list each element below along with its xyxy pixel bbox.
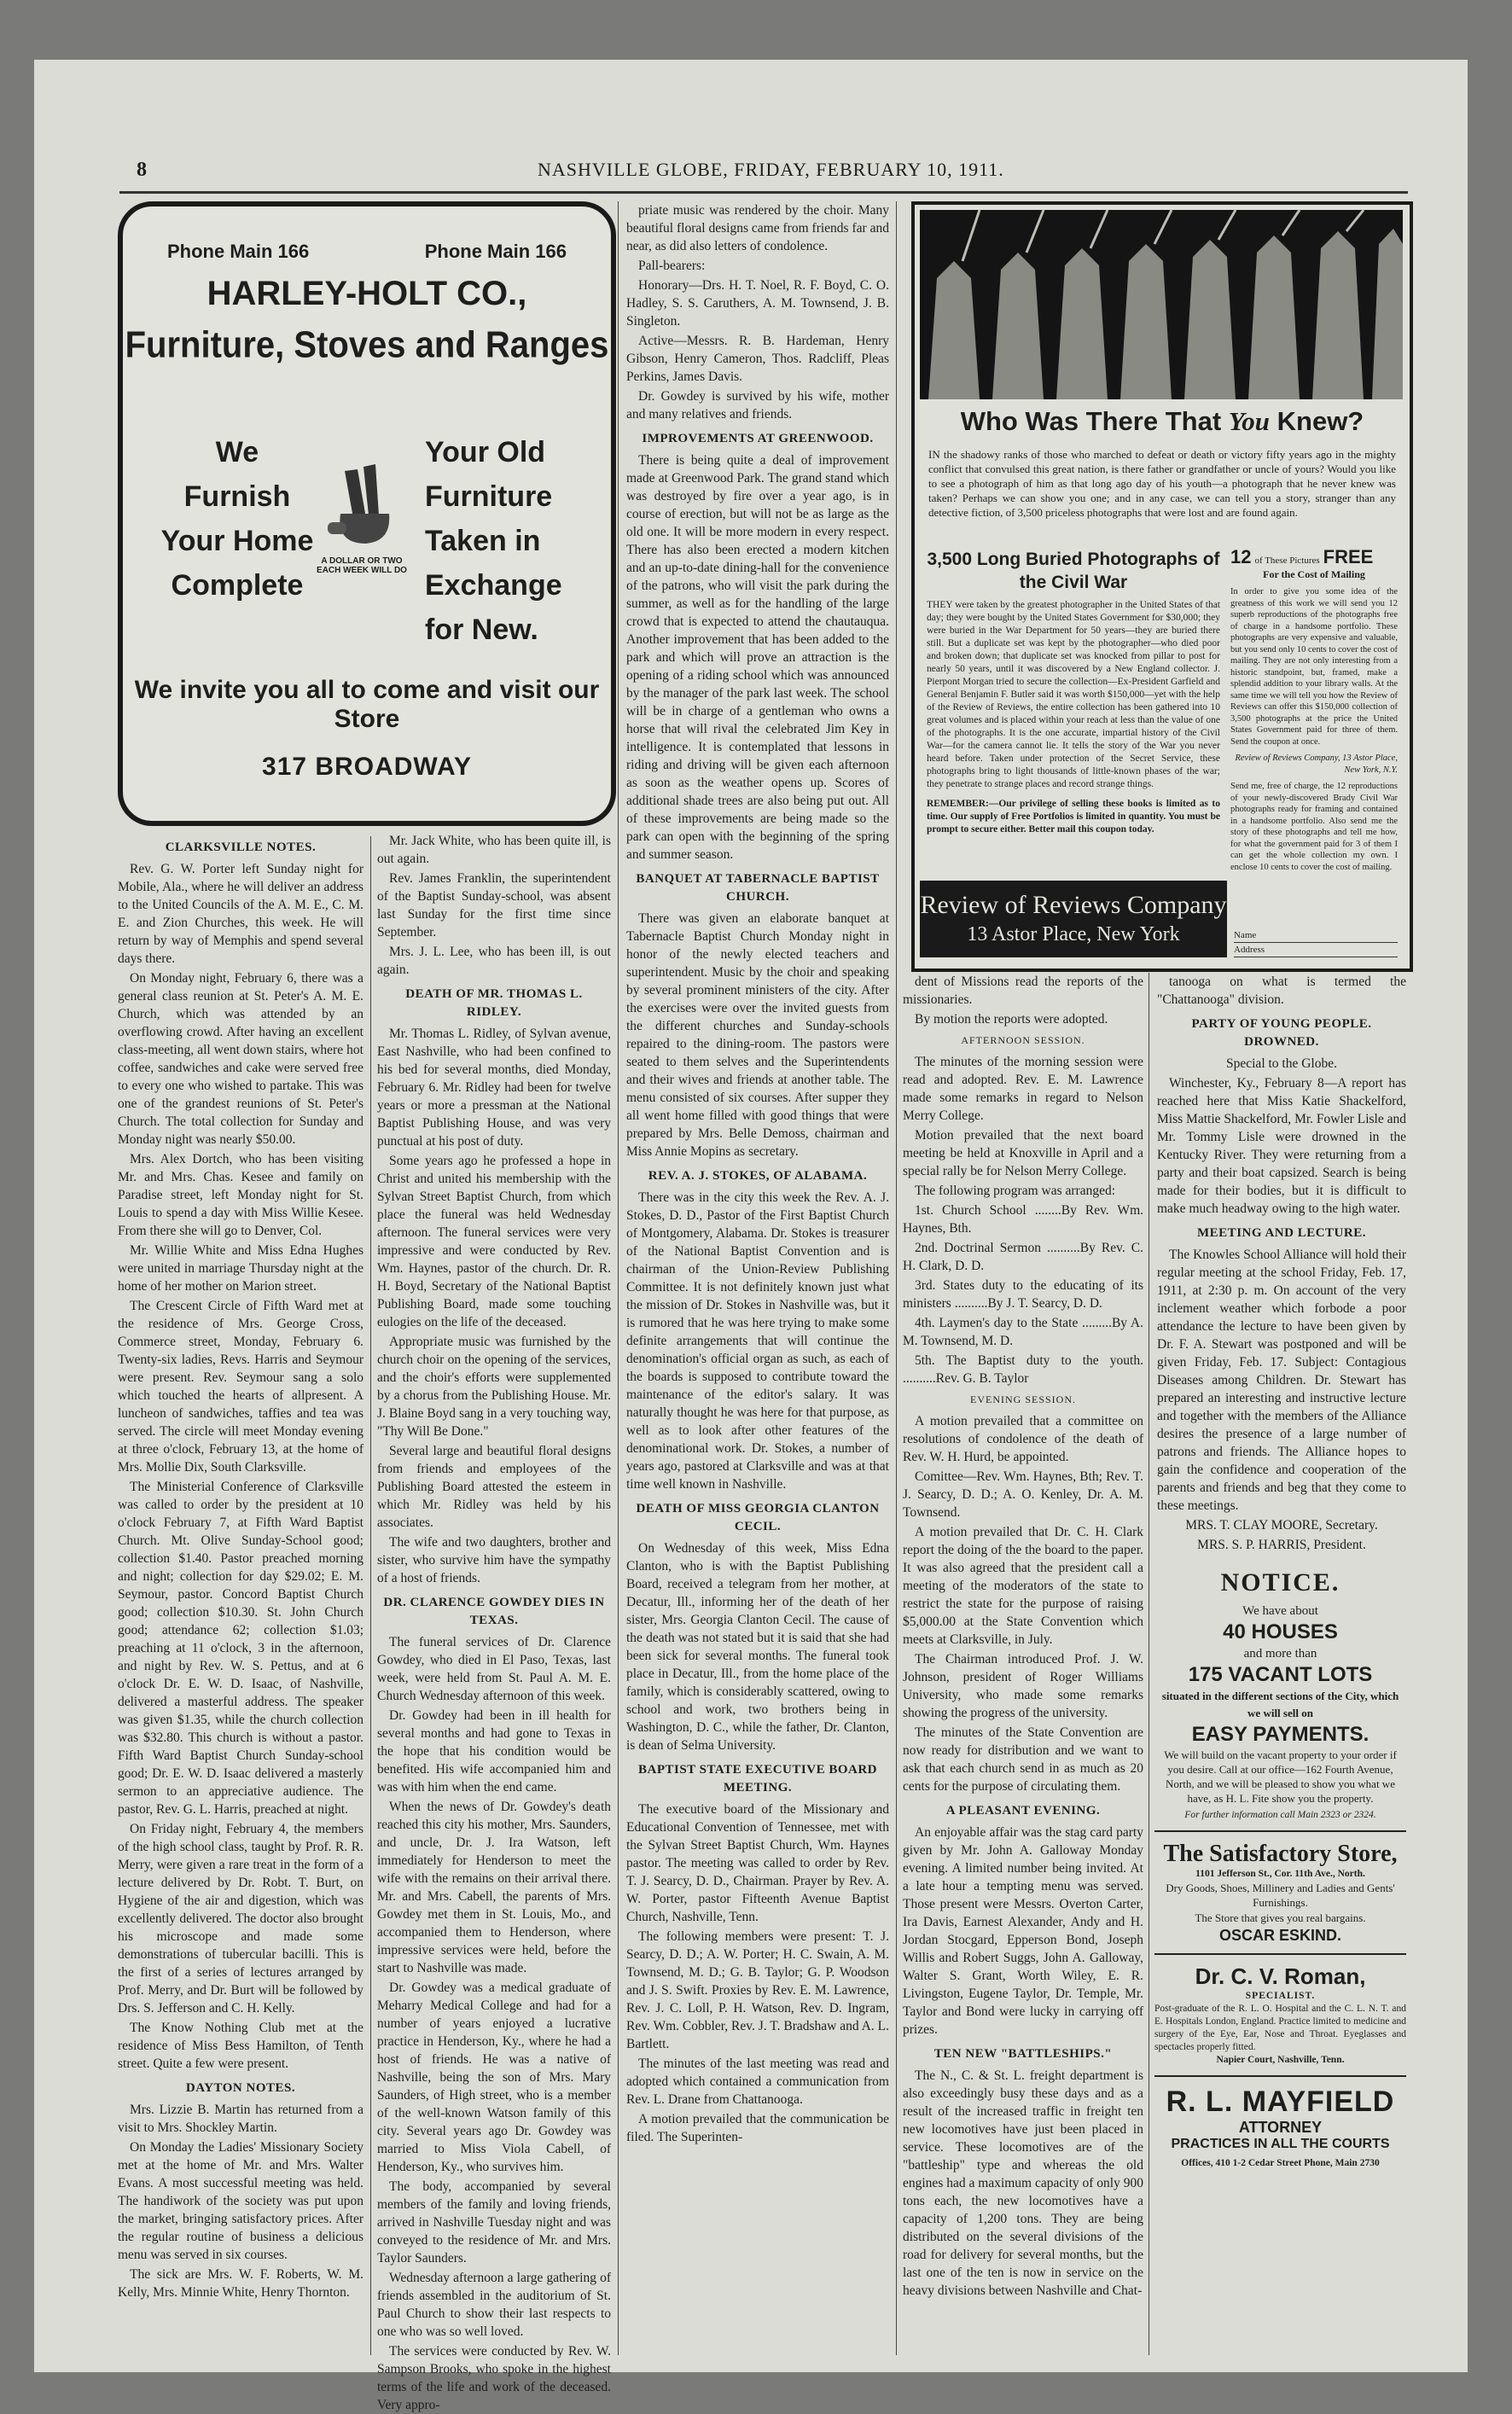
attorney-practice: PRACTICES IN ALL THE COURTS (1171, 2137, 1390, 2151)
column-rule (370, 836, 371, 2355)
article-heading: REV. A. J. STOKES, OF ALABAMA. (648, 1169, 868, 1183)
session-label: AFTERNOON SESSION. (961, 1034, 1085, 1046)
article-paragraph: The services were conducted by Rev. W. Sampson Brooks, who spoke in the highest terms of the life and work of the deceased. Very appro- (377, 2344, 611, 2412)
notice-line: We have about (1242, 1604, 1318, 1618)
article-paragraph: A motion prevailed that Dr. C. H. Clark report the doing of the the board to the paper. It was also agreed that the president call a meeting of the moderators of the state to restrict the state for the purpose of raising $5,000.00 at the State Convention which meets at Clarksville, in July. (903, 1525, 1143, 1647)
newspaper-title: NASHVILLE GLOBE, FRIDAY, FEBRUARY 10, 1911. (538, 159, 1004, 180)
ad-footer (920, 881, 1227, 957)
article-heading: PARTY OF YOUNG PEOPLE. DROWNED. (1191, 1017, 1372, 1049)
article-paragraph: An enjoyable affair was the stag card party given by Mr. John A. Galloway Monday evening. A limited number being invited. At a late hour a tempting menu was served. Those present were Messrs. Overton Carter, Ira Davis, Earnest Alexander, Andy and H. Jordan Stocgard, Epperson Bond, Joseph Willis and Robert Suggs, John A. Galloway, Walter S. Grant, Worth Wiley, E. R. Livingston, Eugene Taylor, Dr. Temple, Mr. Taylor and Bond were lucky in carrying off prizes. (903, 1825, 1143, 2037)
article-paragraph: Several large and beautiful floral designs from friends and employees of the Publishing Board attested the esteem in which Mr. Ridley was held by his associates. (377, 1444, 611, 1530)
article-paragraph: Dr. Gowdey is survived by his wife, mother and many relatives and friends. (626, 389, 889, 422)
article-paragraph: Dr. Gowdey was a medical graduate of Meharry Medical College and had for a number of years enjoyed a lucrative practice in Henderson, Ky., where he had a host of friends. He was a native of Nashville, being the son of Mrs. Mary Saunders, of High street, who is a member of the well-known Watson family of this city. Several years ago Dr. Gowdey was married to Miss Viola Cabell, of Henderson, Ky., who survives him. (377, 1981, 611, 2174)
article-heading: CLARKSVILLE NOTES. (165, 841, 317, 854)
article-paragraph: On Friday night, February 4, the members of the high school class, taught by Prof. R. R. Merry, were given a rare treat in the form of a lecture delivered by Dr. Robt. T. Burt, on Hygiene of the air and digestion, which was excellently delivered. The doctor also brought his microscope and made some demonstrations of tubercular bacilli. This is the first of a series of lectures arranged by Prof. Merry, and Dr. Burt will be followed by Drs. S. Jefferson and C. H. Kelly. (118, 1822, 363, 2016)
review-of-reviews-ad (911, 201, 1413, 972)
free-of-these: of These Pictures (1254, 556, 1320, 566)
column-5 (1157, 973, 1406, 1562)
page-number: 8 (137, 159, 147, 181)
article-paragraph: Pall-bearers: (638, 259, 706, 273)
article-paragraph: By motion the reports were adopted. (915, 1012, 1108, 1027)
article-paragraph: On Monday night, February 6, there was a general class reunion at St. Peter's A. M. E. Church, which was attended by an overflowing crowd. After having an excellent class-meeting, all went down stairs, where hot coffee, sandwiches and cake were served free to every one who wished to partake. This was one of the grandest reunions of St. Peter's Church. The total collection for Sunday and Monday night was nearly $50.00. (118, 971, 363, 1147)
store-name: The Satisfactory Store, (1163, 1841, 1398, 1867)
coupon-to: Review of Reviews Company, 13 Astor Place, New York, N.Y. (1235, 753, 1398, 775)
column-2 (377, 832, 611, 2412)
column-rule (896, 201, 897, 2355)
masthead-rule (119, 191, 1408, 194)
article-paragraph: The Chairman introduced Prof. J. W. Johnson, president of Roger Williams University, who made some remarks showing the progress of the university. (903, 1652, 1143, 1720)
session-label: EVENING SESSION. (970, 1393, 1076, 1405)
article-paragraph: tanooga on what is termed the "Chattanooga" division. (1157, 974, 1406, 1007)
ad-left-text: We Furnish Your Home Complete (160, 436, 314, 602)
notice-line: situated in the different sections of the City, which we will sell on (1161, 1690, 1399, 1719)
article-paragraph: Rev. G. W. Porter left Sunday night for Mobile, Ala., where he will deliver an address to the United Councils of the A. M. E., C. M. E. and Zion Churches, this week. He will return by way of Memphis and spend several days there. (118, 862, 363, 966)
doctor-credentials: Post-graduate of the R. L. O. Hospital and the C. L. N. T. and E. Hospitals London, England. Practice limited to medicine and surgery of the Eye, Ear, Nose and Throat. Eyeglasses and spectacles properly fitted. (1154, 2004, 1406, 2052)
article-heading: DR. CLARENCE GOWDEY DIES IN TEXAS. (383, 1596, 605, 1627)
ad-intro: IN the shadowy ranks of those who marched to defeat or death or victory fifty years ago in the mighty conflict that convulsed this great nation, is there father or grandfather or uncle of yours? Would you like to see a photograph of him as that long ago day of his youth—a photograph that he never knew was taken? Perhaps we can show you one; and in any case, we can tell you a story, stranger than any detective fiction, of 3,500 priceless photographs that were lost and are found again. (928, 448, 1396, 519)
coupon-form (1234, 928, 1398, 957)
article-paragraph: The Ministerial Conference of Clarksville was called to order by the president at 10 o'clock February 7, at Fifth Ward Baptist Church. Mt. Olive Sunday-School good; collection $1.40. Pastor preached morning and night; collection for day $29.02; E. M. Seymour, pastor. Concord Baptist Church good; collection $10.30. St. John Church good; attendance 62; collection $1.03; preaching at 11 o'clock, 3 in the afternoon, and night by Rev. W. S. Pettus, and at 6 o'clock Dr. E. W. D. Isaac, of Nashville, delivered a masterful address. The speaker was given $1.35, while the church collection was $32.80. This church is without a pastor. Fifth Ward Baptist Church Sunday-school good; Dr. E. W. D. Isaac delivered a masterly sermon to an appreciative audience. The pastor, Rev. G. L. Harris, preached at night. (118, 1480, 363, 1817)
ad-divider (1154, 2075, 1406, 2077)
article-paragraph: On Monday the Ladies' Missionary Society met at the home of Mr. and Mrs. Walter Evans. A most successful meeting was held. The handiwork of the society was put upon the market, bringing satisfactory prices. After the regular routine of business a delicious menu was served in six courses. (118, 2140, 363, 2262)
coupon-text: Send me, free of charge, the 12 reproductions of your newly-discovered Brady Civil War photographs ready for framing and contained in a handsome portfolio. Also send me the story of these photographs and tell me how, for what the government paid for 3 of them I can get the whole collection my own. I enclose 10 cents to cover the cost of mailing. (1230, 782, 1398, 872)
article-paragraph: Mrs. Lizzie B. Martin has returned from a visit to Mrs. Shockley Martin. (118, 2103, 363, 2135)
article-heading: DAYTON NOTES. (185, 2081, 296, 2095)
column-3 (626, 201, 889, 2360)
article-paragraph: A motion prevailed that the communication be filed. The Superinten- (626, 2112, 889, 2144)
article-paragraph: The body, accompanied by several members of the family and loving friends, arrived in Nashville Tuesday night and was conveyed to the residence of Mr. and Mrs. Taylor Saunders. (377, 2179, 611, 2266)
article-dateline: Special to the Globe. (1226, 1056, 1337, 1071)
footer-company: Review of Reviews Company (920, 891, 1227, 919)
article-paragraph: Mr. Thomas L. Ridley, of Sylvan avenue, East Nashville, who had been confined to his bed for several months, died Monday, February 6. Mr. Ridley had been for twelve years or more a pressman at the National Baptist Publishing House, and was very punctual at his post of duty. (377, 1027, 611, 1149)
article-paragraph: Wednesday afternoon a large gathering of friends assembled in the auditorium of St. Paul Church to show their last respects to one who was so well loved. (377, 2271, 611, 2339)
article-paragraph: dent of Missions read the reports of the missionaries. (903, 974, 1143, 1007)
article-paragraph: There is being quite a deal of improvement made at Greenwood Park. The grand stand which was destroyed by fire over a year ago, is in course of erection, but will not be as large as the old one. It will be more modern in every respect. There has also been erected a modern kitchen and an up-to-date dining-hall for the convenience of the patrons, who will visit the park during the summer, as well as for the handling of the large crowd that is expected to attend the chautauqua. Another improvement that has been added to the park and which will prove an attraction is the opening of a riding school which was announced by the manager of the park last week. The school will be in charge of a gentleman who owns a horse that will rival the celebrated Jim Key in intelligence. It is contemplated that lessons in riding and driving will be given each afternoon as soon as the weather opens up. Scores of additional shade trees are also being put out. All of these improvements are being made so the park can open with the beginning of the spring and summer season. (626, 453, 889, 862)
ad-divider (1154, 1953, 1406, 1955)
soldiers-silhouette-icon (920, 210, 1403, 399)
headline-part-b: Knew? (1270, 406, 1364, 436)
harley-holt-ad (118, 201, 616, 826)
ad-body (927, 599, 1220, 836)
form-name-field[interactable]: Name (1234, 928, 1398, 943)
article-paragraph: Mrs. J. L. Lee, who has been ill, is out again. (377, 945, 611, 977)
program-item: 1st. Church School ........By Rev. Wm. Haynes, Bth. (903, 1203, 1143, 1236)
classified-ads (1154, 1568, 1406, 2170)
attorney-office: Offices, 410 1-2 Cedar Street Phone, Main 2730 (1181, 2158, 1380, 2168)
notice-heading: NOTICE. (1220, 1568, 1340, 1597)
headline-part-a: Who Was There That (960, 406, 1229, 436)
article-paragraph: When the news of Dr. Gowdey's death reached this city his mother, Mrs. Saunders, and uncle, Dr. J. Ira Watson, left immediately for Henderson to meet the wife with the remains on their arrival there. Mr. and Mrs. Cabell, the parents of Mrs. Gowdey met them in St. Louis, Mo., and accompanied them to Henderson, where impressive services were held, before the start to Nashville was made. (377, 1800, 611, 1975)
article-paragraph: On Wednesday of this week, Miss Edna Clanton, who is with the Baptist Publishing Board, received a telegram from her mother, at Decatur, Ill., informing her of the death of her sister, Mrs. Georgia Clanton Cecil. The cause of the death was not stated but it is said that she had been sick for several months. The funeral took place in Decatur, Ill., from the home place of the family, which is considerably scattered, owing to school and work, two brothers being in Washington, D. C., while the father, Dr. Clanton, is dean of Selma University. (626, 1541, 889, 1753)
doctor-name: Dr. C. V. Roman, (1195, 1963, 1366, 1989)
article-paragraph: The Crescent Circle of Fifth Ward met at the residence of Mrs. George Cross, Commerce street, Monday, February 6. Twenty-six ladies, Revs. Harris and Seymour were present. Rev. Seymour sang a solo which touched the hearts of allpresent. A luncheon of sandwiches, taffies and tea was served. The circle will meet Monday evening at three o'clock, February 13, at the home of Mrs. Mollie Dix, South Clarksville. (118, 1299, 363, 1475)
attorney-name: R. L. MAYFIELD (1166, 2085, 1395, 2118)
masthead (94, 152, 1408, 189)
ad-remember: REMEMBER:—Our privilege of selling these books is limited as to time. Our supply of Free Portfolios is limited in quantity. You must be prompt to secure either. Better mail this coupon today. (927, 799, 1220, 835)
soldiers-illustration (920, 210, 1403, 399)
article-paragraph: There was given an elaborate banquet at Tabernacle Baptist Church Monday night in honor of the newly elected teachers and superintendent. Music by the choir and speaking by several prominent ministers of the city. After the exercises were over the invited guests from the different churches and Sunday-schools repaired to the dining-room. The pastors were seated to them selves and the Superintendents and their wives and friends at another table. The menu consisted of six courses. After supper they all went home filled with good things that were prepared by Mrs. Belle Demoss, chairman and Miss Annie Mopins as secretary. (626, 911, 889, 1159)
article-paragraph: The following members were present: T. J. Searcy, D. D.; A. W. Porter; H. C. Swain, A. M. Townsend, M. D.; G. B. Taylor; G. P. Woodson and J. S. Swift. Proxies by Rev. E. M. Lawrence, Rev. J. C. Loll, P. H. Watson, Rev. D. Ingram, Rev. Wm. Cobbler, Rev. J. T. Bradshaw and A. L. Bartlett. (626, 1929, 889, 2051)
article-paragraph: The Knowles School Alliance will hold their regular meeting at the school Friday, Feb. 17, 1911, at 2:30 p. m. On account of the very inclement weather which forbode a poor attendance the lecture to have been given by Dr. F. A. Stewart was postponed and will be given Friday, Feb. 17. Subject: Contagious Diseases among Children. Dr. Stewart has prepared an interesting and instructive lecture and together with the members of the Alliance desires the presence of a large number of patrons and friends. The Alliance hopes to gain the confidence and cooperation of the parents and friends and beg that they come to these meetings. (1157, 1248, 1406, 1513)
article-heading: DEATH OF MR. THOMAS L. RIDLEY. (405, 987, 583, 1019)
article-heading: TEN NEW "BATTLESHIPS." (933, 2047, 1113, 2061)
notice-line: We will build on the vacant property to your order if you desire. Call at our office—162 Fourth Avenue, North, and we will be pleased to show you what we have, as H. L. Fite show you the property. (1164, 1748, 1397, 1805)
program-item: 2nd. Doctrinal Sermon ..........By Rev. C. H. Clark, D. D. (903, 1241, 1143, 1273)
free-text: In order to give you some idea of the greatness of this work we will send you 12 superb reproductions of the photographs free of charge in a handsome portfolio. These photographs are very expensive and valuable, but you send only 10 cents to cover the cost of mailing. They are not only interesting from a historic standpoint, but, framed, make a splendid addition to your library walls. At the same time we will tell you how the Review of Reviews can offer this $150,000 collection of 3,500 photographs at the price the United States Government paid for three of them. Send the coupon at once. (1230, 587, 1398, 747)
column-4 (903, 973, 1143, 2359)
phone-left: Phone Main 166 (167, 241, 310, 262)
store-owner: OSCAR ESKIND. (1218, 1927, 1341, 1944)
article-paragraph: Mr. Jack White, who has been quite ill, is out again. (377, 834, 611, 866)
store-slogan: The Store that gives you real bargains. (1195, 1911, 1366, 1924)
company-name: HARLEY-HOLT CO., (206, 275, 527, 312)
program-item: 4th. Laymen's day to the State .........By A. M. Townsend, M. D. (903, 1316, 1143, 1348)
article-paragraph: The sick are Mrs. W. F. Roberts, W. M. Kelly, Mrs. Minnie White, Henry Thornton. (118, 2267, 363, 2300)
article-paragraph: Motion prevailed that the next board meeting be held at Knoxville in April and a special rally be for Nelson Merry College. (903, 1128, 1143, 1178)
article-heading: DEATH OF MISS GEORGIA CLANTON CECIL. (636, 1502, 880, 1533)
article-paragraph: Honorary—Drs. H. T. Noel, R. F. Boyd, C. O. Hadley, S. S. Caruthers, A. M. Townsend, J. B. Singleton. (626, 278, 889, 329)
signature: MRS. T. CLAY MOORE, Secretary. (1185, 1518, 1378, 1533)
signature: MRS. S. P. HARRIS, President. (1197, 1538, 1366, 1552)
column-rule (618, 201, 619, 2355)
article-paragraph: Active—Messrs. R. B. Hardeman, Henry Gibson, Henry Cameron, Thos. Radcliff, Pleas Perkins, James Davis. (626, 334, 889, 384)
ad-subhead: 3,500 Long Buried Photographs of the Civil War (927, 550, 1220, 592)
article-paragraph: Mr. Willie White and Miss Edna Hughes were united in marriage Thursday night at the home of her mother on Marion street. (118, 1243, 363, 1294)
article-paragraph: Appropriate music was furnished by the church choir on the opening of the services, and the choir's efforts were supplemented by a chorus from the Publishing House. Mr. J. Blaine Boyd sang in a very touching way, "Thy Will Be Done." (377, 1335, 611, 1439)
article-heading: MEETING AND LECTURE. (1197, 1226, 1366, 1240)
store-goods: Dry Goods, Shoes, Millinery and Ladies and Gents' Furnishings. (1166, 1882, 1395, 1909)
article-heading: A PLEASANT EVENING. (945, 1804, 1101, 1818)
company-subtitle: Furniture, Stoves and Ranges (125, 323, 609, 366)
phone-right: Phone Main 166 (424, 241, 567, 262)
article-paragraph: The minutes of the morning session were read and adopted. Rev. E. M. Lawrence made some remarks in regard to Nelson Merry College. (903, 1055, 1143, 1123)
article-heading: IMPROVEMENTS AT GREENWOOD. (642, 432, 874, 445)
free-cost: For the Cost of Mailing (1263, 568, 1365, 580)
notice-payments: EASY PAYMENTS. (1191, 1723, 1370, 1746)
hand-caption: A DOLLAR OR TWO EACH WEEK WILL DO (317, 556, 407, 575)
footer-address: 13 Astor Place, New York (967, 923, 1180, 945)
article-paragraph: The executive board of the Missionary and Educational Convention of Tennessee, met with the Sylvan Street Baptist Church, Wm. Haynes pastor. The meeting was called to order by Rev. T. J. Searcy, D. D., Chairman. Prayer by Rev. A. W. Porter, pastor Fifteenth Avenue Baptist Church, Nashville, Tenn. (626, 1802, 889, 1924)
article-paragraph: The minutes of the last meeting was read and adopted which contained a communication from Rev. L. Drane from Chattanooga. (626, 2056, 889, 2107)
free-word: FREE (1323, 546, 1374, 567)
program-item: 3rd. States duty to the educating of its ministers ..........By J. T. Searcy, D. D. (903, 1278, 1143, 1311)
article-paragraph: The minutes of the State Convention are now ready for distribution and we want to ask that each church send in as much as 20 cents for the purpose of circulating them. (903, 1725, 1143, 1794)
article-paragraph: The Know Nothing Club met at the residence of Miss Bess Hamilton, of Tenth street. Quite a few were present. (118, 2021, 363, 2071)
store-address: 1101 Jefferson St., Cor. 11th Ave., North. (1195, 1869, 1365, 1879)
article-paragraph: Dr. Gowdey had been in ill health for several months and had gone to Texas in the hope that his condition would be benefited. His wife accompanied him and was with him when the end came. (377, 1708, 611, 1795)
ad-body-text: THEY were taken by the greatest photographer in the United States of that day; they were bought by the United States Government for $30,000; they were buried in the War Department for 50 years—they are buried there still. But a duplicate set was kept by the photographer—who died poor and broken down; that duplicate set was knocked from pillar to post for nearly 50 years, until it was discovered by a New England collector. J. Pierpont Morgan tried to secure the collection—Ex-President Garfield and General Benjamin F. Butler said it was worth $150,000—yet with the help of the Review of Reviews, the entire collection has been gathered into 10 great volumes and is placed within your reach at less than the value of one of the photographs. It is the one accurate, impartial history of the Civil War—for the camera cannot lie. It tells the story of the War you never heard before. Taken under protection of the Secret Service, these photographs bring to light thousands of little-known phases of the war; they penetrate to strange places and record strange things. (927, 600, 1220, 789)
form-address-field[interactable]: Address (1234, 943, 1398, 957)
free-offer (1230, 546, 1398, 873)
article-paragraph: Winchester, Ky., February 8—A report has reached here that Miss Katie Shackelford, Miss Mattie Shackelford, Mr. Fowler Lisle and Mr. Tommy Lisle were drowned in the Kentucky River. They were returning from a party and their boat capsized. Search is being made for their bodies, but it is difficult to make much headway owing to the high water. (1157, 1076, 1406, 1216)
article-paragraph: The funeral services of Dr. Clarence Gowdey, who died in El Paso, Texas, last week, were held from St. Paul A. M. E. Church Wednesday afternoon of this week. (377, 1635, 611, 1703)
article-paragraph: Some years ago he professed a hope in Christ and united his membership with the Sylvan Street Baptist Church, from which place the funeral was held Wednesday afternoon. The funeral services were very impressive and were conducted by Rev. Wm. Haynes, pastor of the church. Dr. R. H. Boyd, Secretary of the National Baptist Publishing Board, made some touching eulogies on the life of the deceased. (377, 1154, 611, 1329)
article-paragraph: priate music was rendered by the choir. Many beautiful floral designs came from friends far and near, as did also letters of condolence. (626, 203, 889, 253)
ad-invite: We invite you all to come and visit our Store (134, 676, 600, 733)
column-1 (118, 832, 363, 2359)
headline-emphasis: You (1228, 406, 1271, 436)
article-heading: BANQUET AT TABERNACLE BAPTIST CHURCH. (636, 872, 880, 904)
ad-address: 317 BROADWAY (262, 753, 472, 781)
notice-line: and more than (1243, 1647, 1317, 1661)
article-paragraph: The N., C. & St. L. freight department is also exceedingly busy these days and as a result of the increased traffic in freight ten new locomotives have just been placed in service. These locomotives are of the "battleship" type and whereas the old engines had a maximum capacity of only 900 tons each, the new locomotives have a capacity of 1,200 tons. They are being distributed on the several divisions of the road for delivery for several months, but the last one of the ten is now in service on the heavy divisions between Nashville and Chat- (903, 2068, 1143, 2298)
doctor-address: Napier Court, Nashville, Tenn. (1216, 2055, 1345, 2065)
article-paragraph: The wife and two daughters, brother and sister, who survive him have the sympathy of a host of friends. (377, 1535, 611, 1585)
article-paragraph: The following program was arranged: (915, 1184, 1116, 1198)
notice-lots: 175 VACANT LOTS (1188, 1663, 1373, 1686)
ad-divider (1154, 1830, 1406, 1832)
article-paragraph: Rev. James Franklin, the superintendent of the Baptist Sunday-school, was absent last Sunday for the first time since September. (377, 871, 611, 939)
article-paragraph: There was in the city this week the Rev. A. J. Stokes, D. D., Pastor of the First Baptist Church of Montgomery, Alabama. Dr. Stokes is treasurer of the National Baptist Convention and is chairman of the Union-Review Publishing Committee. It is not definitely known just what the mission of Dr. Stokes in Nashville was, but it is rumored that he was here trying to make some definite arrangements that will continue the denomination's official organ as such, as each of the boards is supposed to contribute toward the maintenance of the editor's salary. It was naturally thought he was here for that purpose, as well as to look after other features of the denominational work. Dr. Stokes, a number of years ago, pastored at Clarksville and was at that time well known in Nashville. (626, 1190, 889, 1492)
article-paragraph: Mrs. Alex Dortch, who has been visiting Mr. and Mrs. Chas. Kesee and family on Paradise street, left Monday night for St. Louis to spend a day with Miss Willie Kesee. From there she will go to Denver, Col. (118, 1152, 363, 1238)
doctor-title: SPECIALIST. (1245, 1991, 1316, 2001)
attorney-title: ATTORNEY (1238, 2119, 1323, 2136)
ad-right-text: Your Old Furniture Taken in Exchange for New. (425, 436, 562, 646)
notice-houses: 40 HOUSES (1223, 1620, 1338, 1643)
notice-contact: For further information call Main 2323 or 2324. (1184, 1810, 1376, 1820)
article-paragraph: Comittee—Rev. Wm. Haynes, Bth; Rev. T. J. Searcy, D. D.; A. O. Kenley, Dr. A. M. Townsend. (903, 1469, 1143, 1520)
program-item: 5th. The Baptist duty to the youth. ..........Rev. G. B. Taylor (903, 1353, 1143, 1386)
hand-icon (319, 454, 404, 548)
article-heading: BAPTIST STATE EXECUTIVE BOARD MEETING. (638, 1763, 877, 1795)
article-paragraph: A motion prevailed that a committee on resolutions of condolence of the death of Rev. W. H. Hurd, be appointed. (903, 1414, 1143, 1464)
free-number: 12 (1230, 546, 1252, 567)
ad-headline (915, 406, 1410, 437)
